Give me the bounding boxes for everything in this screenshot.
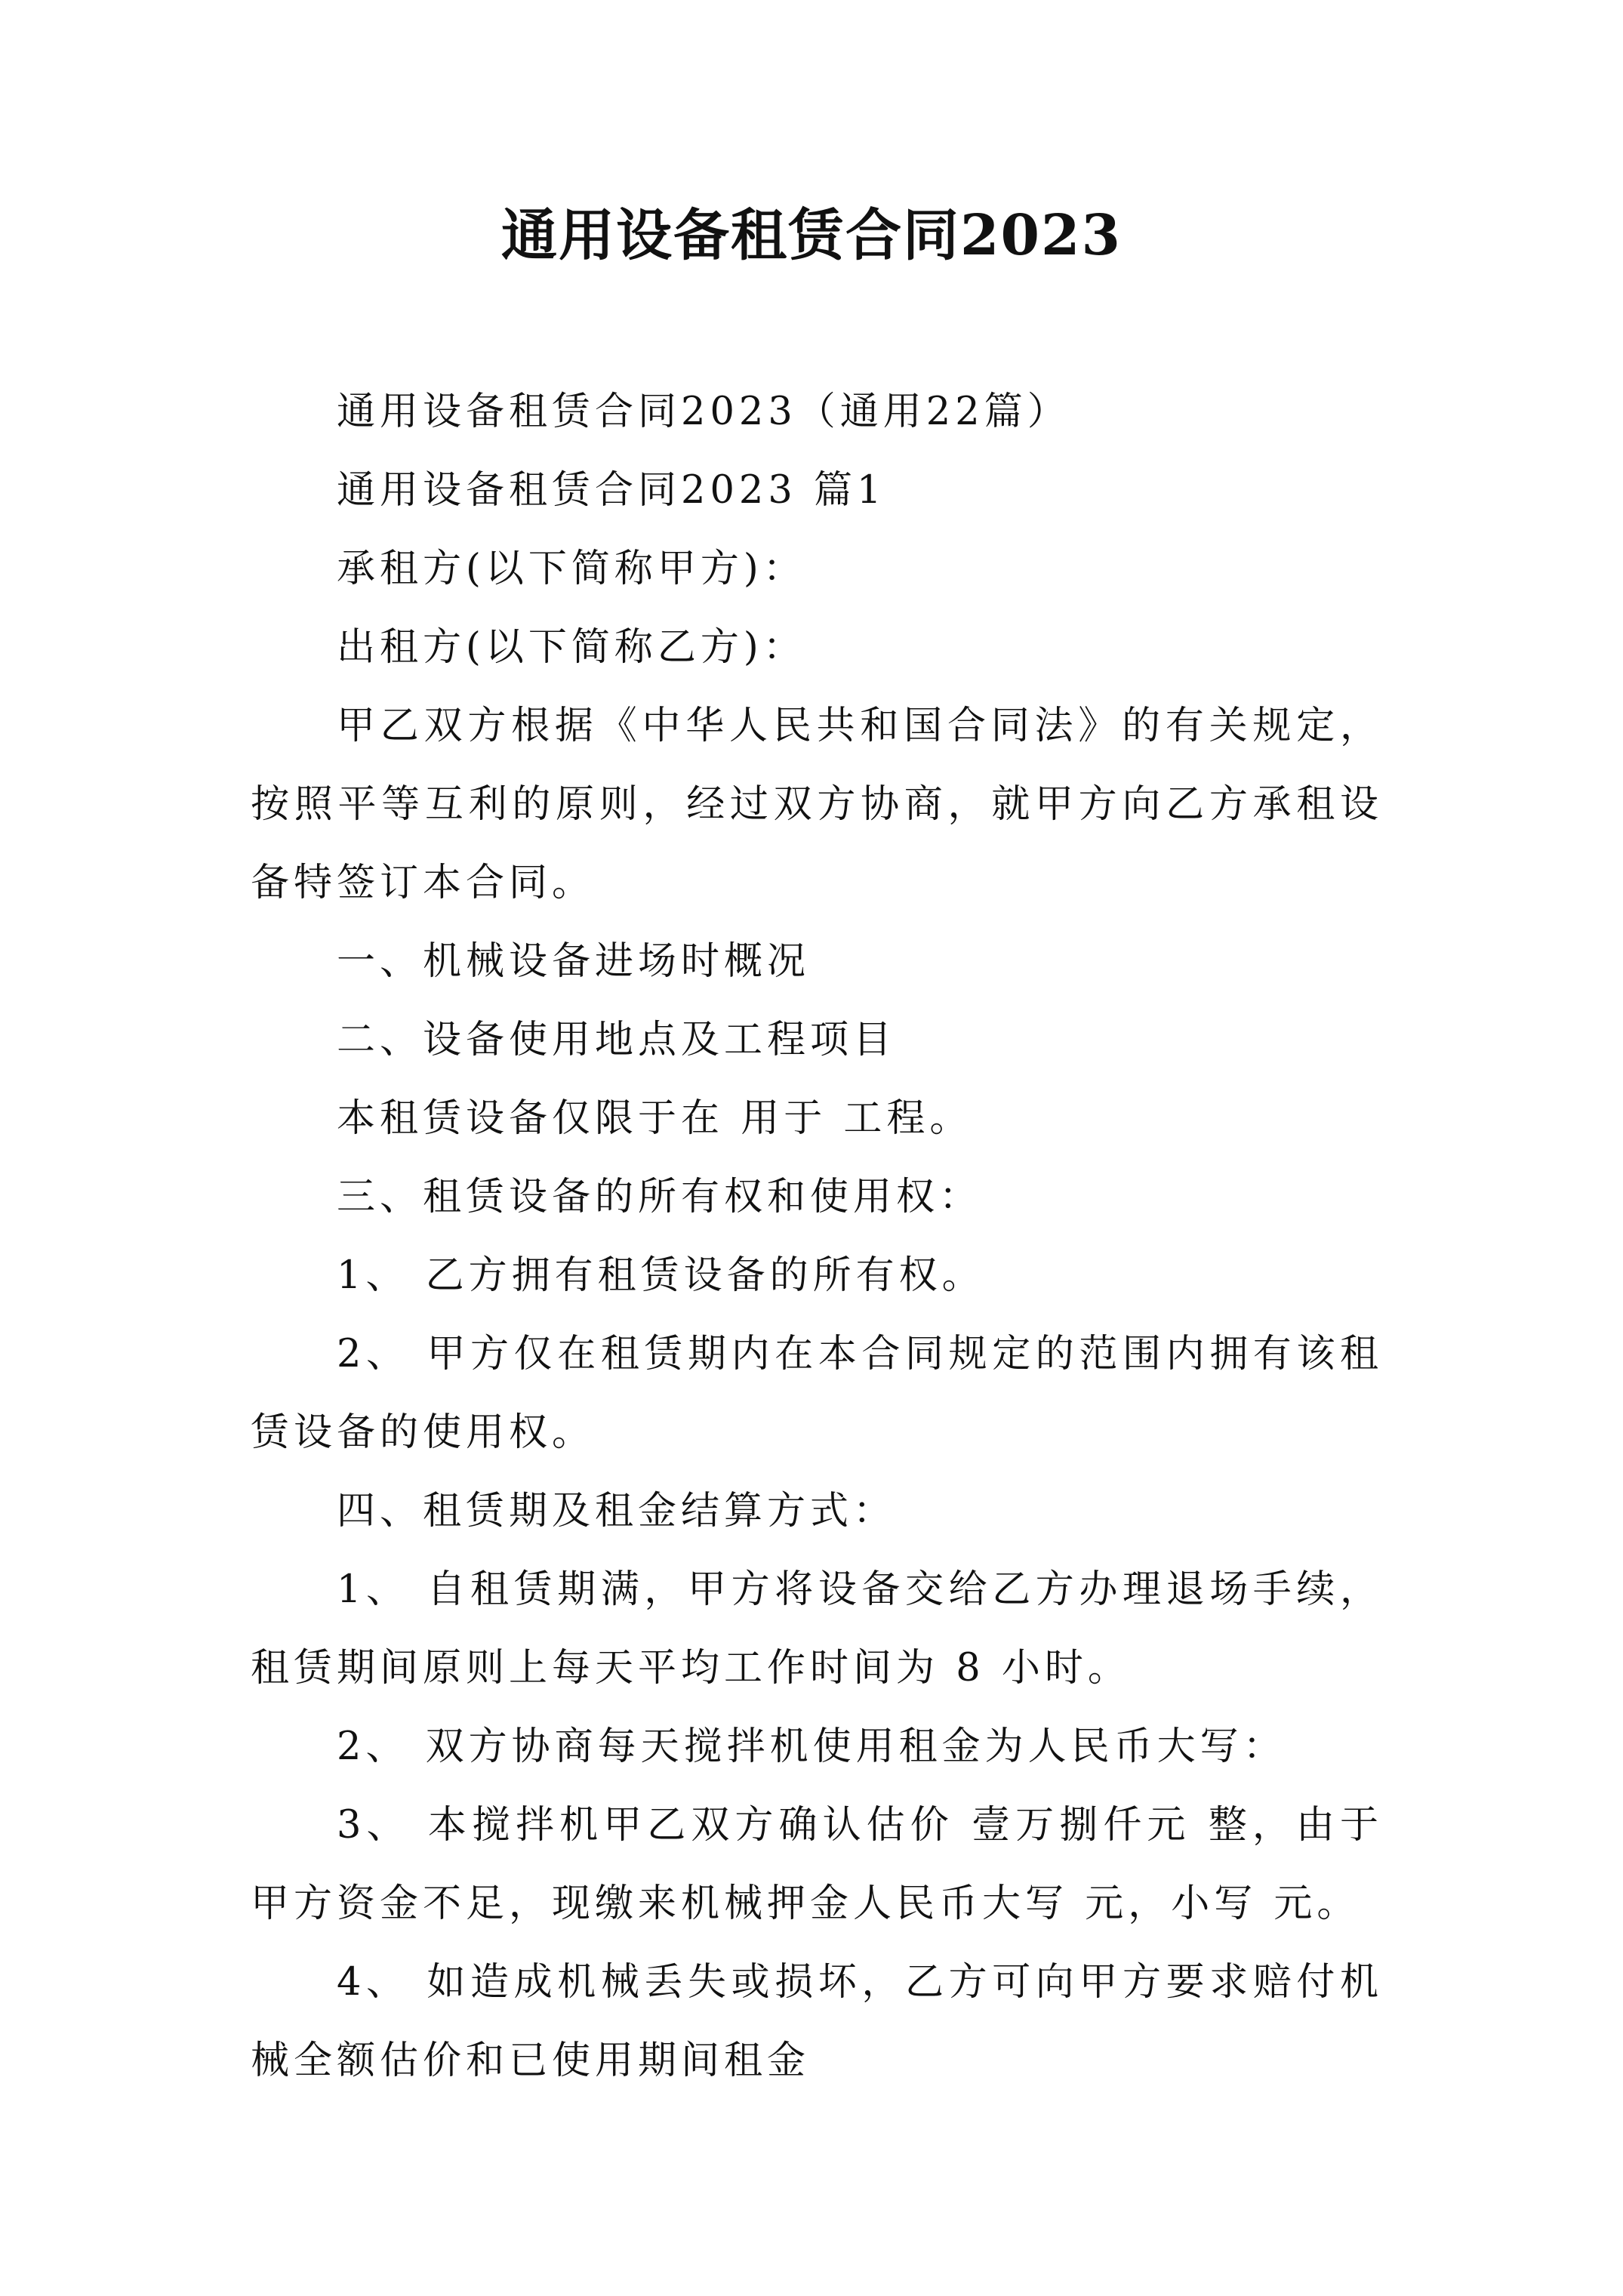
paragraph-clause-2-heading: 二、设备使用地点及工程项目 — [337, 1018, 897, 1062]
paragraph-preamble: 甲乙双方根据《中华人民共和国合同法》的有关规定，按照平等互利的原则，经过双方协商，就甲方向乙方承租设备特签订本合同。 — [251, 704, 1383, 905]
paragraph-clause-3-item-2: 2、 甲方仅在租赁期内在本合同规定的范围内拥有该租赁设备的使用权。 — [251, 1332, 1383, 1455]
paragraph-subtitle: 通用设备租赁合同2023（通用22篇） — [337, 390, 1070, 434]
paragraph-clause-3-item-1: 1、 乙方拥有租赁设备的所有权。 — [337, 1253, 985, 1298]
document-body — [251, 373, 1383, 2100]
paragraph-clause-3-heading: 三、租赁设备的所有权和使用权： — [337, 1175, 983, 1219]
paragraph-section-heading: 通用设备租赁合同2023 篇1 — [337, 468, 886, 513]
paragraph-clause-4-item-2: 2、 双方协商每天搅拌机使用租金为人民币大写： — [337, 1724, 1286, 1769]
paragraph-clause-4-item-4: 4、 如造成机械丢失或损坏，乙方可向甲方要求赔付机械全额估价和已使用期间租金 — [251, 1960, 1383, 2083]
paragraph-clause-2-text: 本租赁设备仅限于在 用于 工程。 — [337, 1096, 973, 1141]
paragraph-lessor: 出租方(以下简称乙方)： — [337, 625, 806, 670]
paragraph-lessee: 承租方(以下简称甲方)： — [337, 547, 806, 591]
document-title: 通用设备租赁合同2023 — [501, 203, 1122, 268]
paragraph-clause-4-item-3: 3、 本搅拌机甲乙双方确认估价 壹万捌仟元 整，由于甲方资金不足，现缴来机械押金人民币大写 元，小写 元。 — [251, 1803, 1383, 1926]
paragraph-clause-4-item-1: 1、 自租赁期满，甲方将设备交给乙方办理退场手续，租赁期间原则上每天平均工作时间为 8 小时。 — [251, 1567, 1383, 1690]
paragraph-clause-4-heading: 四、租赁期及租金结算方式： — [337, 1489, 897, 1533]
paragraph-clause-1-heading: 一、机械设备进场时概况 — [337, 939, 811, 984]
